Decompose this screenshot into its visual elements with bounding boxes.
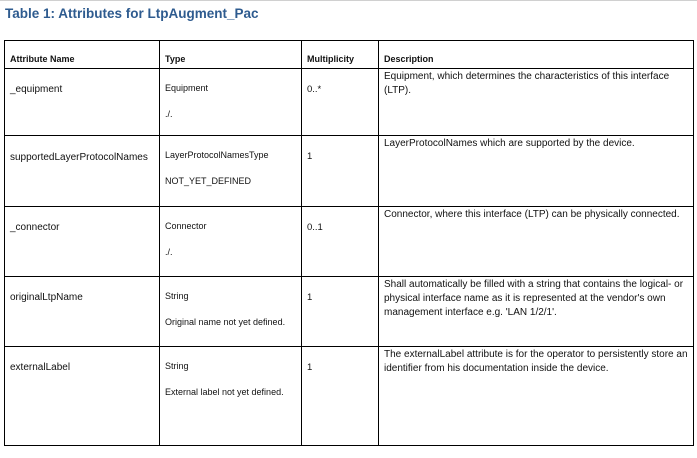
- table-row: [5, 69, 694, 136]
- page-top-rule: [0, 0, 697, 1]
- type-note: Original name not yet defined.: [165, 317, 286, 327]
- table-header-row: [5, 41, 694, 69]
- header-multiplicity: Multiplicity: [302, 41, 379, 69]
- cell-multiplicity: 0..1: [302, 207, 379, 277]
- cell-attribute-name: originalLtpName: [5, 277, 160, 347]
- cell-attribute-name: _equipment: [5, 69, 160, 136]
- type-value: String: [165, 361, 189, 371]
- cell-attribute-name: externalLabel: [5, 347, 160, 446]
- cell-multiplicity: 1: [302, 136, 379, 207]
- header-type: Type: [160, 41, 302, 69]
- cell-attribute-name: supportedLayerProtocolNames: [5, 136, 160, 207]
- type-note: ./.: [165, 247, 173, 257]
- header-description: Description: [379, 41, 694, 69]
- cell-attribute-name: _connector: [5, 207, 160, 277]
- type-value: Equipment: [165, 83, 209, 93]
- type-value: Connector: [165, 221, 207, 231]
- table-row: [5, 347, 694, 446]
- cell-description: Shall automatically be filled with a string that contains the logical- or physical interface name as it is represented at the vendor's own management interface e.g. 'LAN 1/2/1'.: [379, 277, 694, 347]
- table-row: [5, 277, 694, 347]
- cell-multiplicity: 0..*: [302, 69, 379, 136]
- type-value: LayerProtocolNamesType: [165, 150, 269, 160]
- cell-description: Equipment, which determines the characteristics of this interface (LTP).: [379, 69, 694, 136]
- type-note: External label not yet defined.: [165, 387, 284, 397]
- cell-type: [160, 207, 302, 277]
- cell-type: [160, 277, 302, 347]
- cell-type: [160, 136, 302, 207]
- attributes-table: [4, 40, 694, 446]
- header-attribute-name: Attribute Name: [5, 41, 160, 69]
- cell-description: The externalLabel attribute is for the operator to persistently store an identifier from his documentation inside the device.: [379, 347, 694, 446]
- cell-type: [160, 69, 302, 136]
- cell-description: LayerProtocolNames which are supported by the device.: [379, 136, 694, 207]
- table-row: [5, 207, 694, 277]
- table-row: [5, 136, 694, 207]
- cell-multiplicity: 1: [302, 347, 379, 446]
- cell-type: [160, 347, 302, 446]
- table-caption: Table 1: Attributes for LtpAugment_Pac: [5, 6, 259, 21]
- type-note: NOT_YET_DEFINED: [165, 176, 252, 186]
- cell-description: Connector, where this interface (LTP) can be physically connected.: [379, 207, 694, 277]
- type-value: String: [165, 291, 189, 301]
- cell-multiplicity: 1: [302, 277, 379, 347]
- type-note: ./.: [165, 109, 173, 119]
